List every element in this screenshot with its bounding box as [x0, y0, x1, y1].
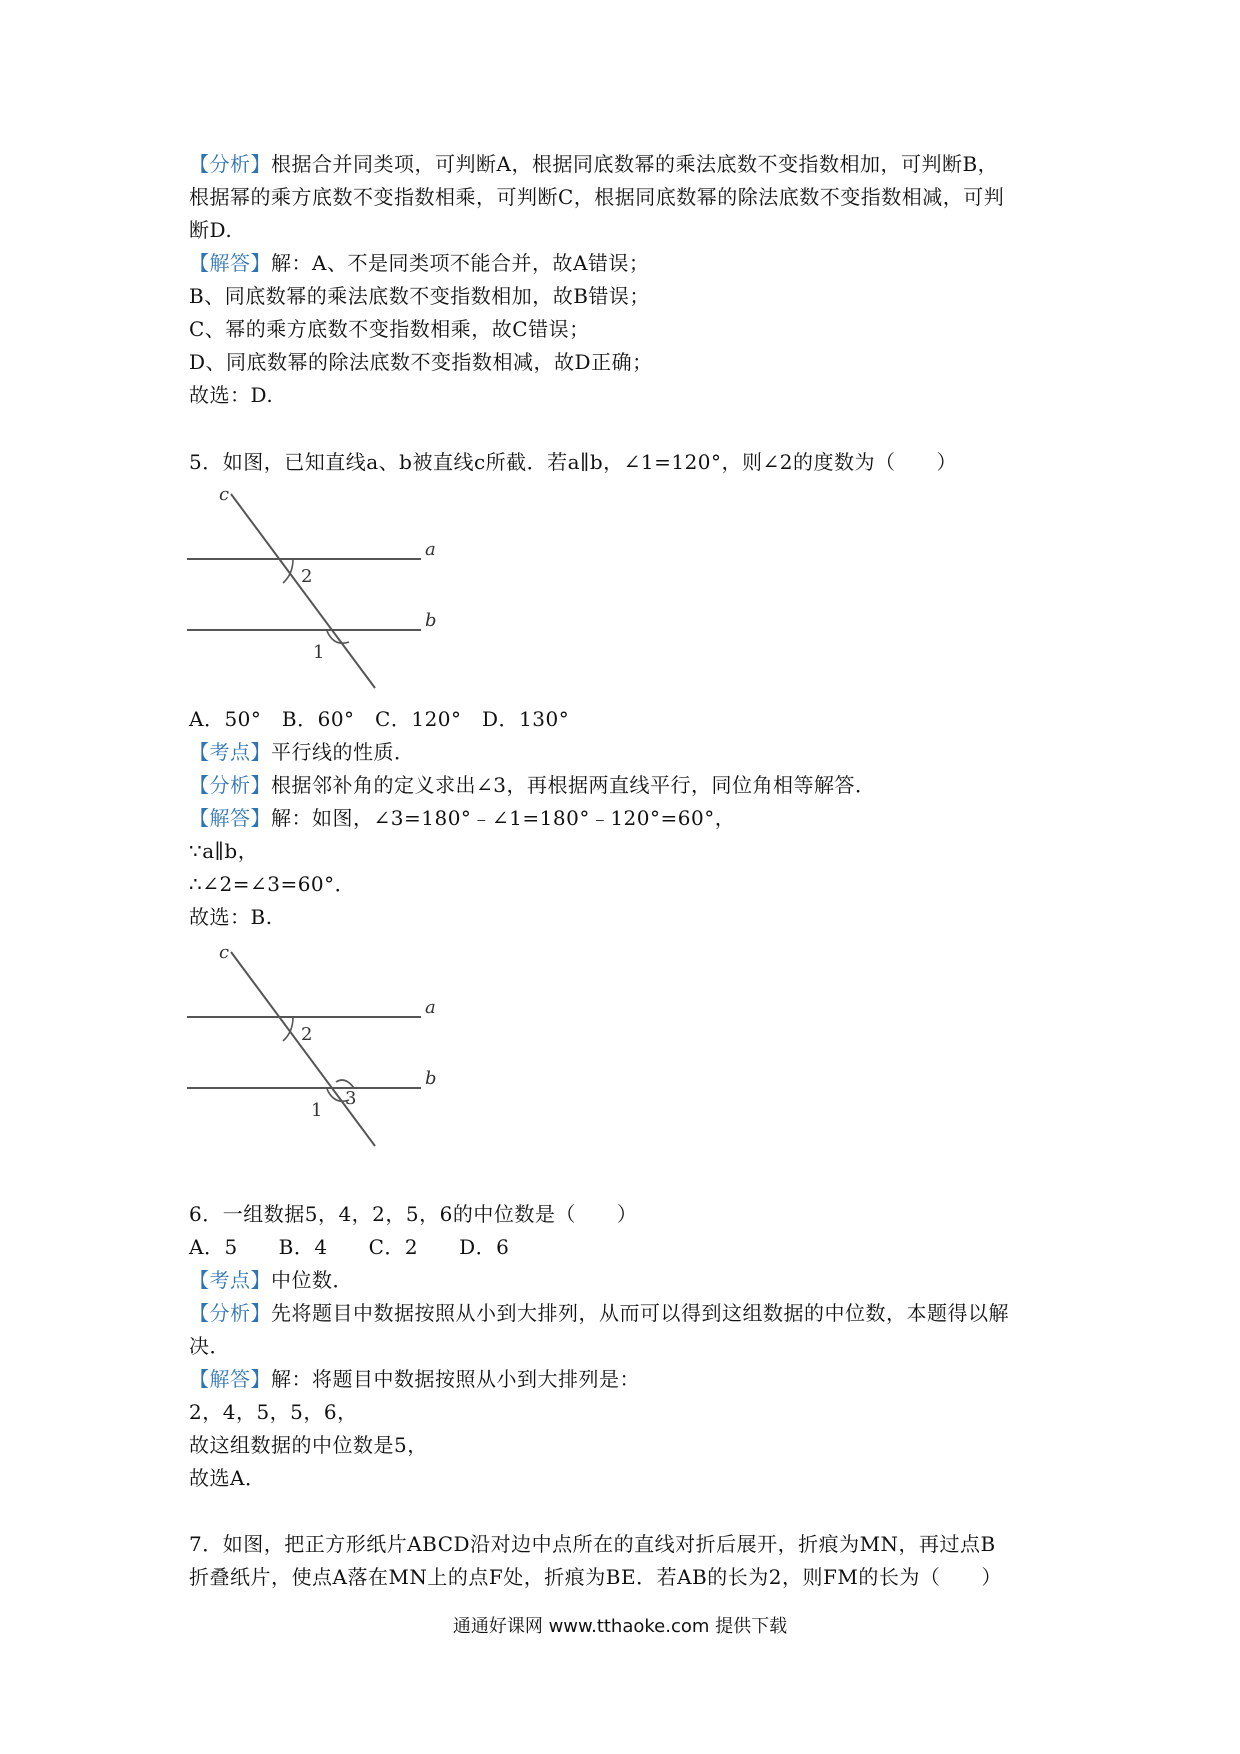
answer-line	[189, 1363, 640, 1396]
answer-tag: 【解答】	[189, 806, 271, 830]
label-a: a	[425, 997, 436, 1018]
key-point-line	[189, 736, 415, 769]
label-c: c	[219, 942, 230, 963]
answer-tag: 【解答】	[189, 1367, 271, 1391]
analysis-line-3: 断D.	[189, 218, 233, 242]
analysis-text: 先将题目中数据按照从小到大排列，从而可以得到这组数据的中位数，本题得以解	[271, 1301, 1009, 1325]
key-point-line	[189, 1264, 353, 1297]
answer-line	[189, 247, 649, 280]
parallel-lines-figure-1	[183, 482, 443, 696]
key-point-tag: 【考点】	[189, 1268, 271, 1292]
analysis-tag: 【分析】	[189, 773, 271, 797]
label-b: b	[425, 1068, 437, 1089]
question-6-options: A．5 B．4 C．2 D．6	[189, 1235, 510, 1259]
analysis-line-2: 根据幂的乘方底数不变指数相乘，可判断C，根据同底数幂的除法底数不变指数相减，可判	[189, 185, 1005, 209]
label-c: c	[219, 484, 230, 505]
answer-text: 解：如图，∠3=180°﹣∠1=180°﹣120°=60°，	[271, 806, 736, 830]
key-point-text: 平行线的性质．	[271, 740, 415, 764]
analysis-tag: 【分析】	[189, 1301, 271, 1325]
analysis-line	[189, 769, 875, 802]
answer-line-3: C、幂的乘方底数不变指数相乘，故C错误；	[189, 317, 590, 341]
answer-line-2: B、同底数幂的乘法底数不变指数相加，故B错误；	[189, 284, 650, 308]
label-a: a	[425, 539, 436, 560]
answer-line-3: ∴∠2=∠3=60°．	[189, 872, 356, 896]
key-point-tag: 【考点】	[189, 740, 271, 764]
answer-line-2: 2，4，5，5，6，	[189, 1400, 358, 1424]
analysis-text: 根据合并同类项，可判断A，根据同底数幂的乘法底数不变指数相加，可判断B，	[271, 152, 999, 176]
parallel-lines-figure-2	[183, 940, 443, 1154]
label-angle-3: 3	[345, 1088, 357, 1109]
analysis-text: 根据邻补角的定义求出∠3，再根据两直线平行，同位角相等解答．	[271, 773, 876, 797]
angle-3-arc	[336, 1080, 354, 1088]
analysis-tag: 【分析】	[189, 152, 271, 176]
answer-line-4: 故选A．	[189, 1466, 266, 1490]
label-b: b	[425, 610, 437, 631]
question-6: 6．一组数据5，4，2，5，6的中位数是（ ）	[189, 1202, 638, 1226]
analysis-line	[189, 148, 998, 181]
answer-line-5: 故选：D.	[189, 383, 274, 407]
line-c	[231, 952, 375, 1146]
answer-line-4: 故选：B.	[189, 905, 273, 929]
question-5-options: A．50° B．60° C．120° D．130°	[189, 707, 570, 731]
answer-text: 解：A、不是同类项不能合并，故A错误；	[271, 251, 650, 275]
question-5: 5．如图，已知直线a、b被直线c所截．若a∥b，∠1=120°，则∠2的度数为（ ）	[189, 450, 958, 474]
answer-line-2: ∵a∥b，	[189, 839, 259, 863]
answer-line-4: D、同底数幂的除法底数不变指数相减，故D正确；	[189, 350, 653, 374]
answer-tag: 【解答】	[189, 251, 271, 275]
key-point-text: 中位数．	[271, 1268, 353, 1292]
answer-line-3: 故这组数据的中位数是5，	[189, 1433, 428, 1457]
label-angle-2: 2	[301, 1024, 313, 1045]
line-c	[231, 494, 375, 688]
label-angle-2: 2	[301, 566, 313, 587]
analysis-line	[189, 1297, 1009, 1330]
question-7-line-2: 折叠纸片，使点A落在MN上的点F处，折痕为BE．若AB的长为2，则FM的长为（ ）	[189, 1565, 1002, 1589]
label-angle-1: 1	[311, 1100, 323, 1121]
analysis-line-2: 决．	[189, 1334, 230, 1358]
question-7: 7．如图，把正方形纸片ABCD沿对边中点所在的直线对折后展开，折痕为MN，再过点B	[189, 1532, 996, 1556]
page-footer: 通通好课网 www.tthaoke.com 提供下载	[452, 1616, 788, 1637]
answer-line	[189, 802, 735, 835]
answer-text: 解：将题目中数据按照从小到大排列是：	[271, 1367, 640, 1391]
label-angle-1: 1	[313, 642, 325, 663]
